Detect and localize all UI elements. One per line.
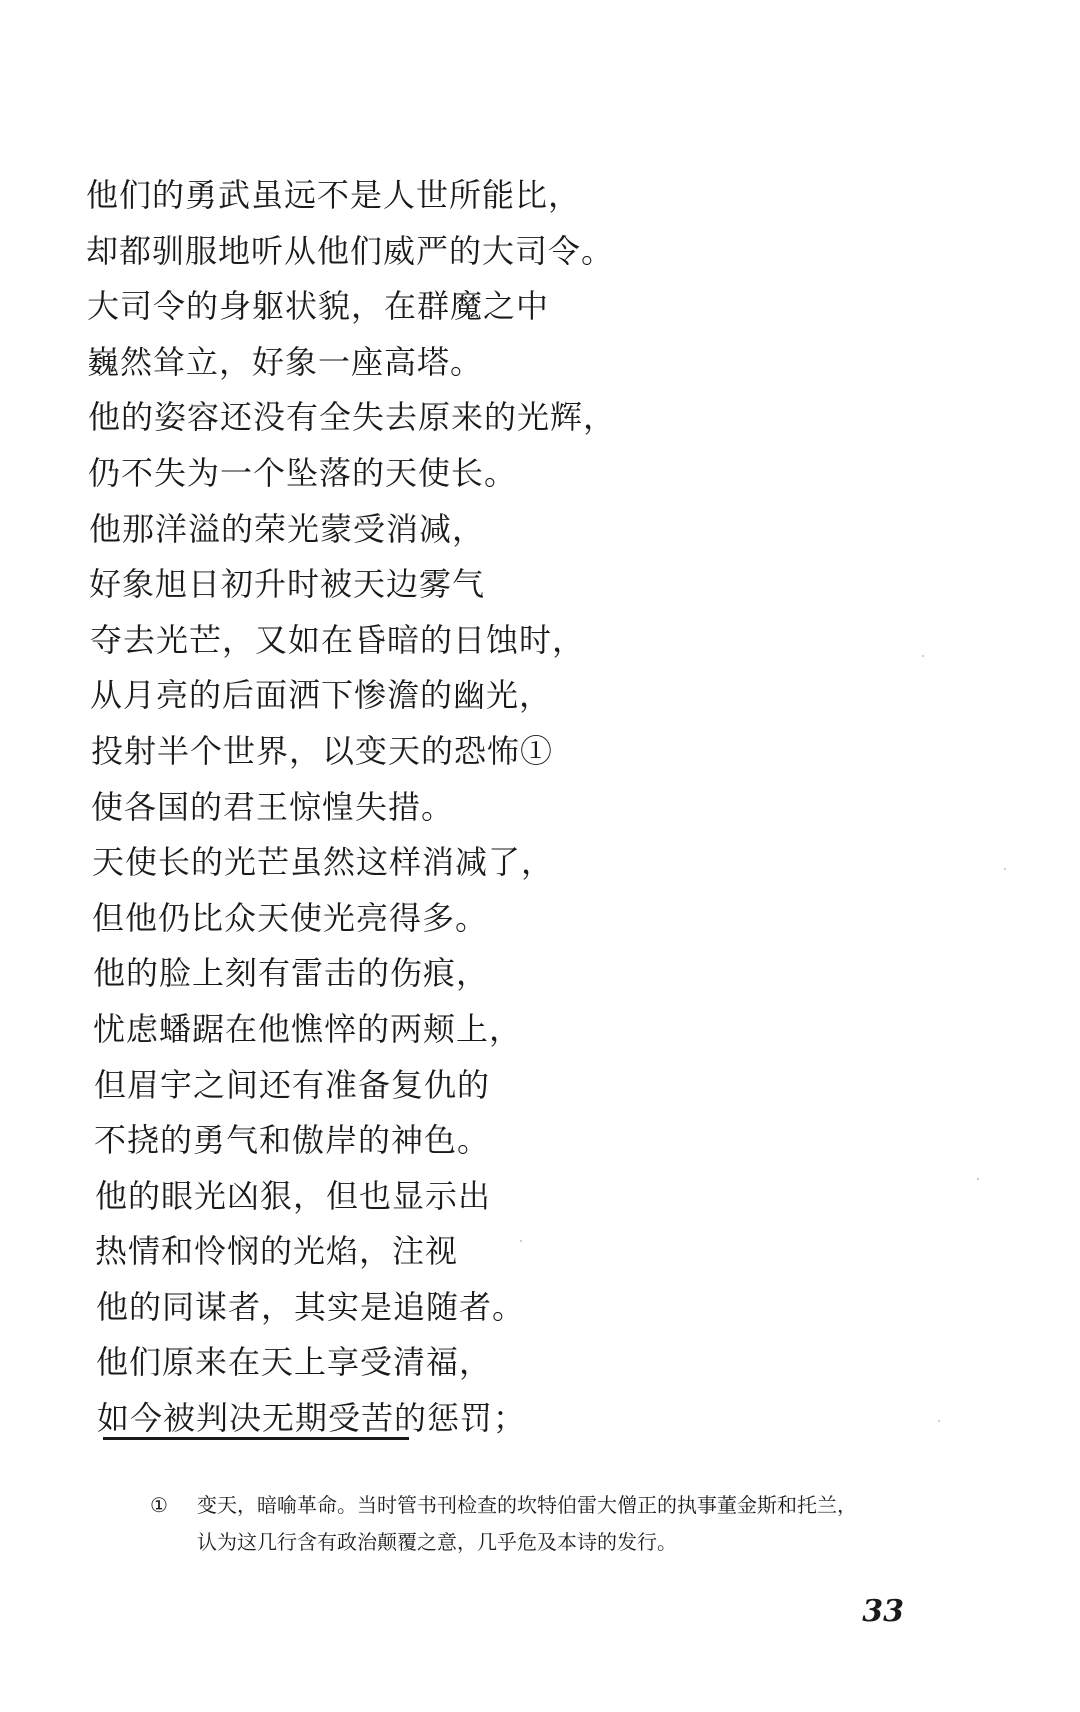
poem-line: 他的同谋者，其实是追随者。 [96,1287,526,1326]
poem-line: 不挠的勇气和傲岸的神色。 [94,1121,491,1160]
paper-speck [938,1420,940,1422]
poem-line: 投射半个世界，以变天的恐怖① [91,731,554,770]
footnote-line: 变天，暗喻革命。当时管书刊检查的坎特伯雷大僧正的执事董金斯和托兰， [197,1493,857,1517]
poem-line: 忧虑蟠踞在他憔悴的两颊上， [93,1009,523,1048]
poem-line: 从月亮的后面洒下惨澹的幽光， [90,676,553,715]
poem-line: 他们原来在天上享受清福， [96,1343,493,1382]
poem-line: 巍然耸立，好象一座高塔。 [87,342,484,381]
poem-line: 他的脸上刻有雷击的伤痕， [93,954,490,993]
poem-text [86,168,726,1447]
poem-line: 却都驯服地听从他们威严的大司令。 [86,231,615,270]
poem-line: 使各国的君王惊惶失措。 [91,787,455,826]
poem-line: 他的姿容还没有全失去原来的光辉， [88,398,617,437]
poem-line: 天使长的光芒虽然这样消减了， [92,843,555,882]
paper-speck [1004,868,1006,870]
footnote-marker: ① [150,1493,168,1517]
paper-speck [922,655,924,657]
poem-line: 他们的勇武虽远不是人世所能比， [86,176,582,214]
poem-line: 夺去光芒，又如在昏暗的日蚀时， [90,620,586,659]
footnote-text [197,1487,957,1561]
poem-line: 热情和怜悯的光焰，注视 [95,1232,459,1271]
footnote-divider [103,1437,409,1440]
poem-line: 如今被判决无期受苦的惩罚； [97,1399,527,1438]
poem-line: 他的眼光凶狠，但也显示出 [95,1176,492,1215]
paper-speck [520,1240,522,1242]
poem-line: 他那洋溢的荣光蒙受消减， [89,509,486,548]
paper-speck [977,1178,979,1180]
poem-line: 好象旭日初升时被天边雾气 [89,565,486,604]
footnote-line: 认为这几行含有政治颠覆之意，几乎危及本诗的发行。 [197,1530,677,1554]
poem-line: 大司令的身躯状貌，在群魔之中 [87,287,550,326]
page-number: 33 [862,1594,904,1629]
poem-line: 仍不失为一个坠落的天使长。 [88,453,518,492]
poem-line: 但眉宇之间还有准备复仇的 [94,1065,491,1104]
poem-line: 但他仍比众天使光亮得多。 [92,898,489,937]
